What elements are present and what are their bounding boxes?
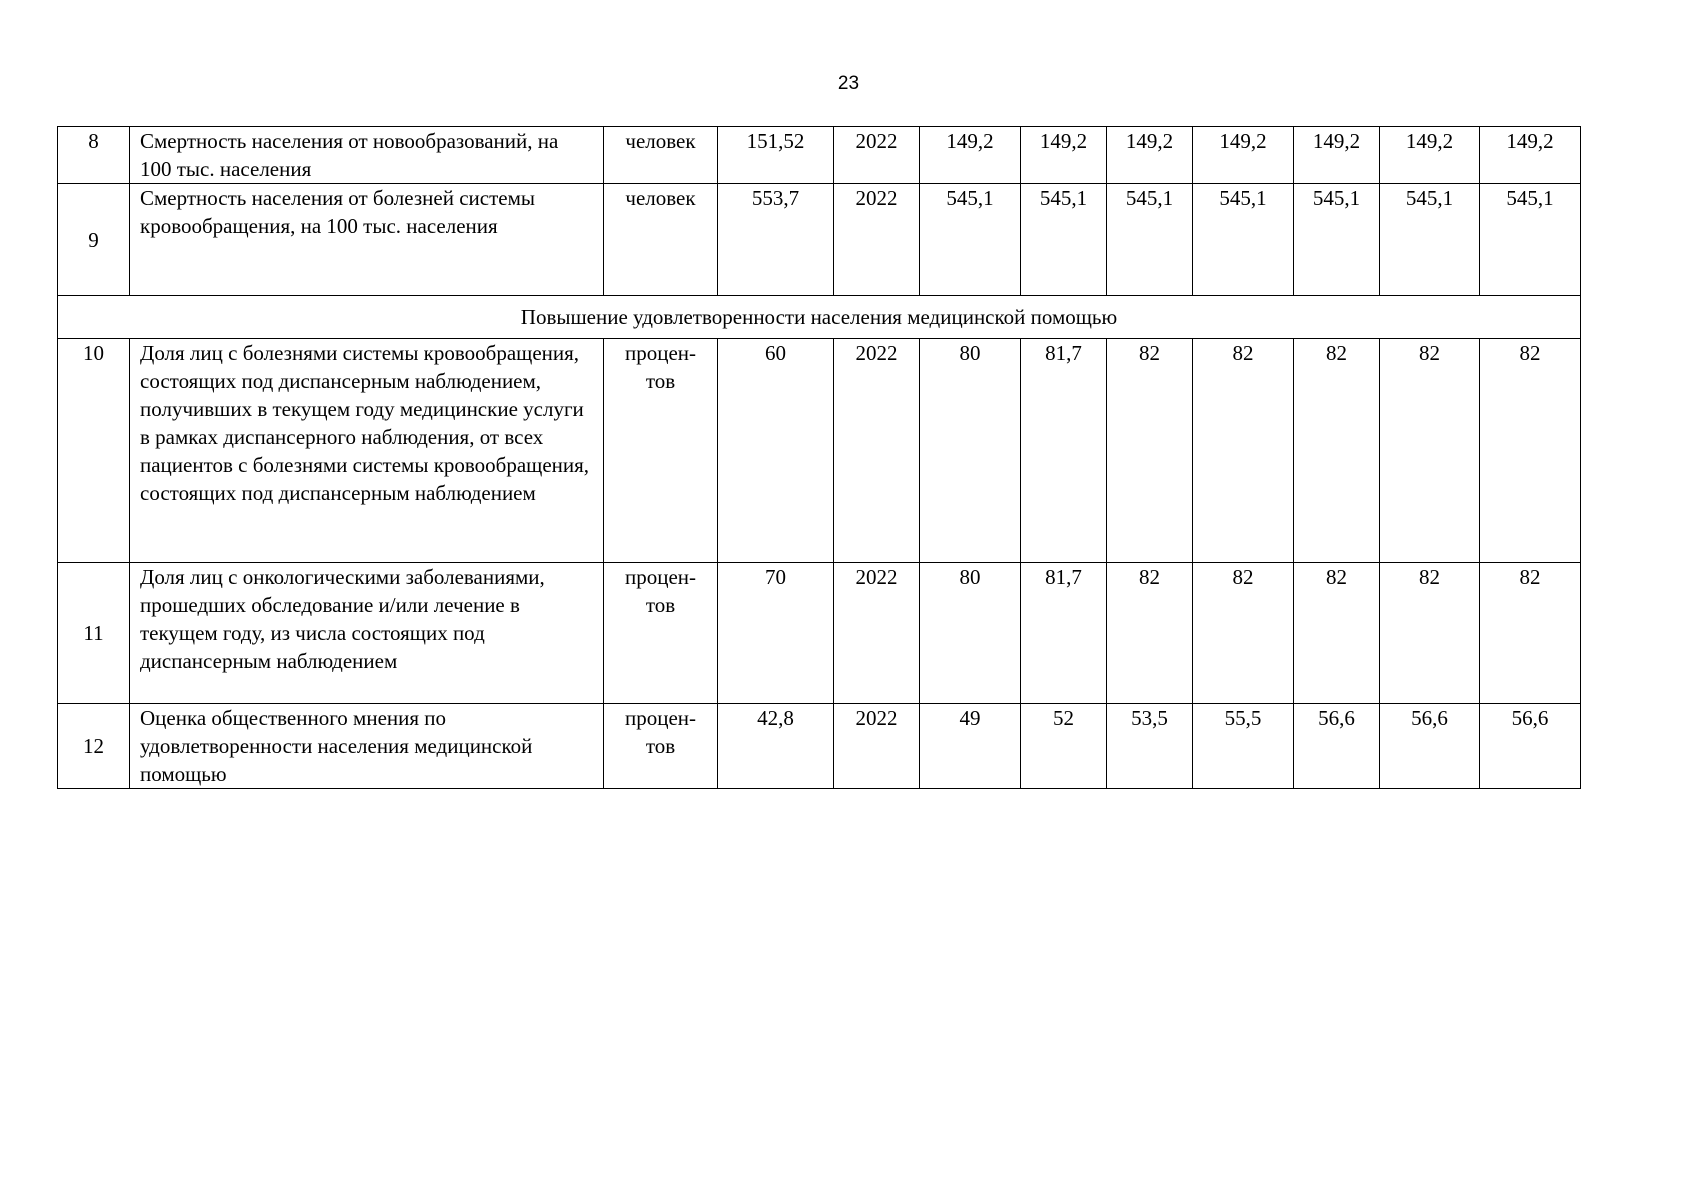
table-row — [58, 127, 1581, 184]
target-value: 545,1 — [1107, 184, 1193, 296]
row-number: 12 — [58, 704, 130, 789]
section-title: Повышение удовлетворенности населения медицинской помощью — [58, 296, 1581, 339]
target-value: 82 — [1107, 563, 1193, 704]
unit-text: процен- — [624, 706, 697, 730]
indicator-name: Оценка общественного мнения по удовлетворенности населения медицинской помощью — [130, 704, 604, 789]
target-value: 81,7 — [1021, 339, 1107, 563]
target-value: 82 — [1193, 339, 1294, 563]
indicators-table — [57, 126, 1581, 789]
target-value: 545,1 — [1380, 184, 1480, 296]
target-value: 545,1 — [1294, 184, 1380, 296]
table-row — [58, 339, 1581, 563]
target-value: 149,2 — [1021, 127, 1107, 184]
target-value: 82 — [1380, 563, 1480, 704]
target-value: 82 — [1480, 563, 1581, 704]
target-value: 149,2 — [920, 127, 1021, 184]
unit-text: тов — [645, 593, 676, 617]
unit-cell — [604, 184, 718, 296]
row-number: 10 — [58, 339, 130, 563]
unit-text: тов — [645, 369, 676, 393]
base-year: 2022 — [834, 704, 920, 789]
indicator-name: Доля лиц с онкологическими заболеваниями, прошедших обследование и/или лечение в текущем году, из числа состоящих под диспансерным наблюдением — [130, 563, 604, 704]
base-year: 2022 — [834, 339, 920, 563]
target-value: 52 — [1021, 704, 1107, 789]
target-value: 82 — [1380, 339, 1480, 563]
indicator-name: Доля лиц с болезнями системы кровообращения, состоящих под диспансерным наблюдением, получивших в текущем году медицинские услуги в рамках диспансерного наблюдения, от всех пациентов с болезнями системы кровообращения, состоящих под диспансерным наблюдением — [130, 339, 604, 563]
indicator-name: Смертность населения от болезней системы кровообращения, на 100 тыс. населения — [130, 184, 604, 296]
row-number: 9 — [58, 184, 130, 296]
unit-cell — [604, 127, 718, 184]
unit-cell — [604, 704, 718, 789]
base-value: 60 — [718, 339, 834, 563]
section-row — [58, 296, 1581, 339]
target-value: 82 — [1480, 339, 1581, 563]
target-value: 545,1 — [1021, 184, 1107, 296]
target-value: 49 — [920, 704, 1021, 789]
unit-text: тов — [645, 734, 676, 758]
unit-text: человек — [625, 186, 696, 210]
base-value: 151,52 — [718, 127, 834, 184]
target-value: 56,6 — [1294, 704, 1380, 789]
target-value: 55,5 — [1193, 704, 1294, 789]
target-value: 80 — [920, 563, 1021, 704]
row-number: 8 — [58, 127, 130, 184]
target-value: 149,2 — [1480, 127, 1581, 184]
target-value: 81,7 — [1021, 563, 1107, 704]
target-value: 80 — [920, 339, 1021, 563]
target-value: 82 — [1294, 563, 1380, 704]
unit-text: процен- — [624, 341, 697, 365]
target-value: 545,1 — [920, 184, 1021, 296]
base-value: 42,8 — [718, 704, 834, 789]
table-rows-group — [58, 339, 1581, 789]
base-value: 553,7 — [718, 184, 834, 296]
target-value: 149,2 — [1107, 127, 1193, 184]
target-value: 53,5 — [1107, 704, 1193, 789]
page-number: 23 — [837, 73, 860, 94]
target-value: 149,2 — [1193, 127, 1294, 184]
target-value: 82 — [1294, 339, 1380, 563]
base-value: 70 — [718, 563, 834, 704]
table-rows-group — [58, 127, 1581, 296]
target-value: 149,2 — [1294, 127, 1380, 184]
target-value: 56,6 — [1380, 704, 1480, 789]
unit-cell — [604, 563, 718, 704]
section-group — [58, 296, 1581, 339]
unit-text: человек — [625, 129, 696, 153]
target-value: 82 — [1107, 339, 1193, 563]
row-number: 11 — [58, 563, 130, 704]
unit-cell — [604, 339, 718, 563]
base-year: 2022 — [834, 127, 920, 184]
target-value: 545,1 — [1193, 184, 1294, 296]
target-value: 56,6 — [1480, 704, 1581, 789]
indicator-name: Смертность населения от новообразований, на 100 тыс. населения — [130, 127, 604, 184]
table-row — [58, 704, 1581, 789]
unit-text: процен- — [624, 565, 697, 589]
base-year: 2022 — [834, 563, 920, 704]
base-year: 2022 — [834, 184, 920, 296]
target-value: 545,1 — [1480, 184, 1581, 296]
target-value: 149,2 — [1380, 127, 1480, 184]
target-value: 82 — [1193, 563, 1294, 704]
table-row — [58, 563, 1581, 704]
table-row — [58, 184, 1581, 296]
